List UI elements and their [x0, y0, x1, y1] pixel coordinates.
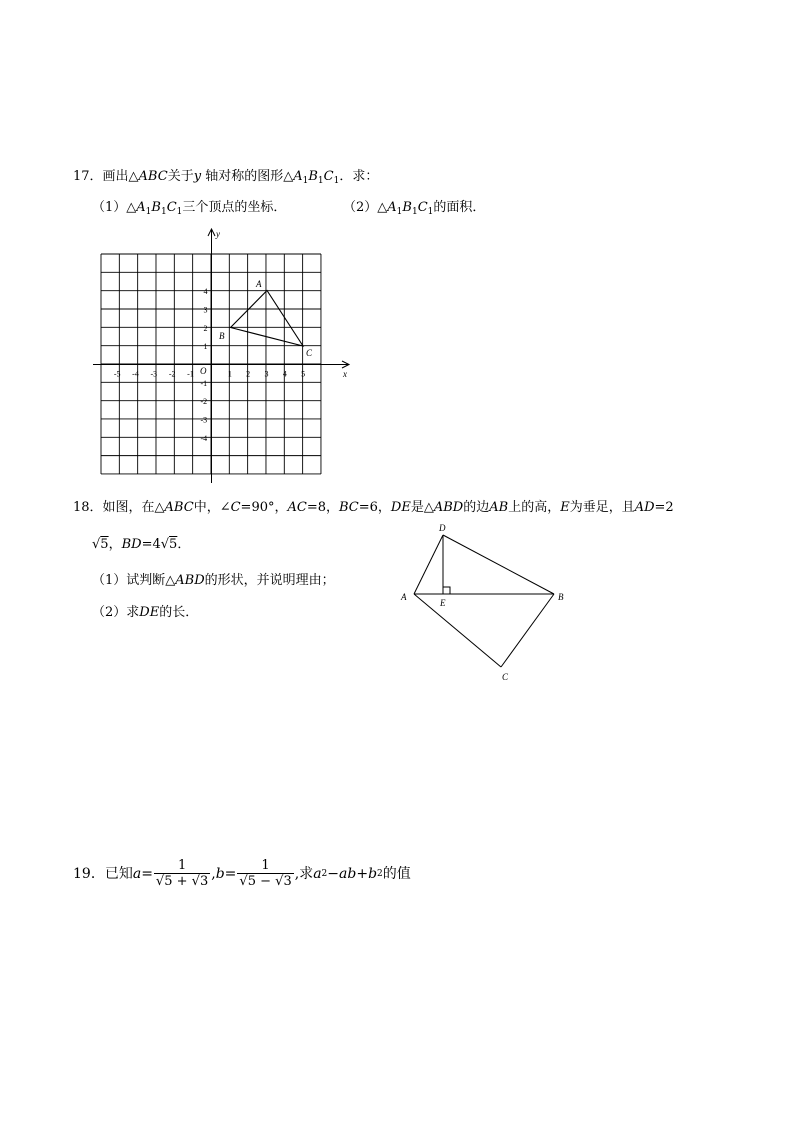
x-tick-label: -4 — [132, 369, 139, 379]
point-label-c: C — [306, 348, 313, 358]
y-tick-label: 1 — [203, 342, 208, 352]
segment-db — [443, 535, 554, 594]
segment-ad — [414, 535, 443, 594]
x-tick-label: 4 — [282, 369, 287, 379]
y-tick-label: -3 — [200, 415, 208, 425]
q18-part2: （2）求DE的长． — [92, 605, 199, 620]
y-tick-label: -1 — [200, 378, 208, 388]
q17-part2: $(2)\triangle A_1B_1C_1$的面积． — [343, 200, 486, 217]
x-tick-label: -1 — [187, 369, 194, 379]
q19-stem: 19． 已知 a = $\frac{1}{√5 + √3}$ , b = $\frac{1}{√5 - √3}$ ,求 a 2 − ab + b 2 的值 — [73, 858, 411, 889]
q17-stem: 17．画出△ABC关于y 轴对称的图形$\triangle A_1B_1C_1$．求： — [73, 169, 379, 186]
point-label-b: B — [219, 331, 225, 341]
fig-label-b: B — [558, 592, 564, 602]
fraction-b: $\frac{1}{√5 - √3}$ — [239, 858, 292, 889]
x-axis-label: x — [343, 369, 347, 379]
q18-part1: （1）试判断△ABD的形状，并说明理由； — [92, 573, 335, 588]
point-label-a: A — [256, 279, 262, 289]
x-tick-label: -3 — [150, 369, 158, 379]
fig-label-a: A — [401, 592, 407, 602]
q18-stem-line1: 18．如图，在△ABC中，∠C=90°，AC=8，BC=6，DE是△ABD的边AB上的高，E为垂足，且AD=2 — [73, 500, 674, 515]
segment-ac — [414, 594, 501, 667]
x-tick-label: -2 — [168, 369, 176, 379]
x-tick-label: 1 — [227, 369, 232, 379]
y-tick-label: 2 — [203, 323, 208, 333]
y-tick-label: 4 — [203, 287, 208, 297]
fig-label-d: D — [439, 523, 446, 533]
x-tick-label: -5 — [113, 369, 121, 379]
x-tick-label: 3 — [264, 369, 269, 379]
fig-label-e: E — [440, 598, 446, 608]
y-axis-label: y — [216, 229, 220, 239]
fig-label-c: C — [502, 672, 509, 682]
fraction-a: $\frac{1}{√5 + √3}$ — [155, 858, 209, 889]
segment-cb — [501, 594, 554, 667]
y-tick-label: -4 — [200, 433, 208, 443]
q18-stem-line2: √5，BD=4√5． — [92, 537, 191, 552]
origin-label: O — [200, 366, 207, 376]
q17-part1: $(1)\triangle A_1B_1C_1$三个顶点的坐标． — [92, 200, 287, 217]
right-angle-mark — [443, 587, 450, 594]
y-tick-label: 3 — [203, 305, 208, 315]
x-tick-label: 2 — [246, 369, 251, 379]
x-tick-label: 5 — [301, 369, 306, 379]
y-tick-label: -2 — [200, 397, 208, 407]
